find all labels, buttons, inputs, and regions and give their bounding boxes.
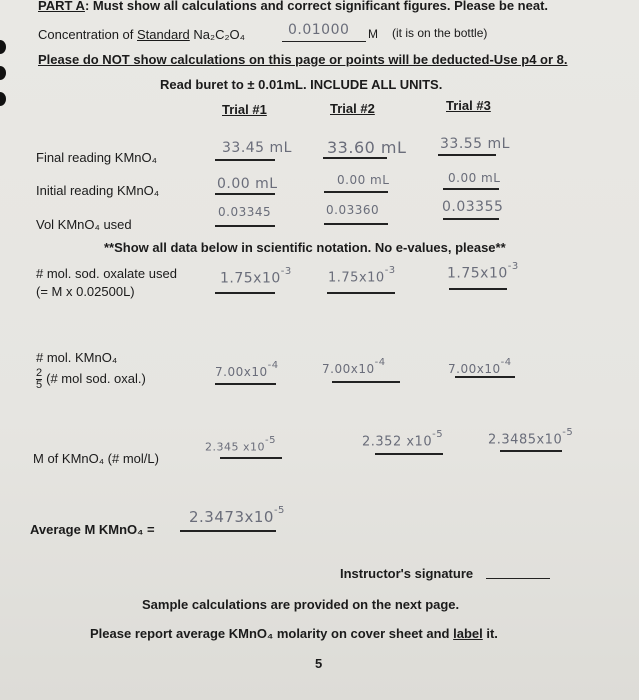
answer-line [180,530,276,532]
instructor-signature-label: Instructor's signature [340,566,474,581]
binder-hole [0,92,6,106]
mol-kmno4-trial-2 [322,357,386,376]
buret-note: Read buret to ± 0.01mL. INCLUDE ALL UNITS. [160,77,443,92]
final-reading-trial-2: 33.60 mL [327,138,407,157]
vol-used-label: Vol KMnO₄ used [36,217,132,232]
numerator: 2 [36,367,43,379]
bottle-note: (it is on the bottle) [392,26,488,40]
mantissa: 1.75x10 [220,270,281,287]
final-reading-trial-3: 33.55 mL [440,136,510,152]
mol-oxalate-trial-1 [220,266,292,287]
answer-line [500,450,562,452]
final-reading-label: Final reading KMnO₄ [36,150,157,165]
mantissa: 2.3473x10 [189,508,274,526]
average-value [189,505,285,526]
mol-oxalate-trial-2 [328,265,396,286]
mantissa: 7.00x10 [448,362,501,376]
initial-reading-label: Initial reading KMnO₄ [36,183,160,198]
mol-kmno4-trial-1 [215,360,279,379]
concentration-value: 0.01000 [288,22,350,38]
answer-line [438,154,496,156]
report-note [90,626,498,641]
mantissa: 2.345 x10 [205,440,265,454]
page-number: 5 [315,656,323,671]
denominator: 5 [36,379,43,391]
exponent: -3 [507,261,519,272]
exponent: -5 [273,505,285,516]
trial-3-header: Trial #3 [446,98,491,113]
mol-kmno4-sublabel-row [36,368,146,391]
answer-line [215,383,276,385]
answer-line [282,41,366,42]
exponent: -4 [500,357,512,368]
answer-line [324,223,388,225]
warning-text: Please do NOT show calculations on this page or points will be deducted-Use p4 or 8. [38,52,568,67]
answer-line [332,381,400,383]
answer-line [215,159,275,161]
average-label: Average M KMnO₄ = [30,522,155,537]
mantissa: 1.75x10 [447,265,508,282]
binder-hole [0,40,6,54]
molarity-trial-2 [362,429,444,450]
mantissa: 1.75x10 [328,270,385,286]
exponent: -5 [562,427,574,438]
answer-line [455,376,515,378]
mol-oxalate-sublabel: (= M x 0.02500L) [36,284,135,299]
answer-line [443,188,499,190]
answer-line [215,225,275,227]
initial-reading-trial-2: 0.00 mL [337,173,390,187]
answer-line [449,288,507,290]
answer-line [324,191,388,193]
report-post: it. [482,626,498,641]
exponent: -4 [267,360,279,371]
mantissa: 2.352 x10 [362,434,433,450]
instructions: : Must show all calculations and correct significant figures. Please be neat. [84,0,549,13]
trial-1-header: Trial #1 [222,102,267,117]
concentration-unit: M [368,27,378,41]
answer-line [327,292,395,294]
report-label-word: label [453,626,483,641]
initial-reading-trial-3: 0.00 mL [448,171,501,185]
standard-word: Standard [137,27,190,42]
answer-line [375,453,443,455]
exponent: -3 [384,265,396,276]
exponent: -3 [280,266,292,277]
answer-line [323,157,387,159]
mantissa: 7.00x10 [215,365,268,379]
trial-2-header: Trial #2 [330,101,375,116]
two-fifths-fraction [36,368,42,391]
signature-line [486,578,550,579]
sample-calculations-note: Sample calculations are provided on the next page. [142,597,460,612]
report-pre: Please report average KMnO₄ molarity on cover sheet and [90,626,454,641]
answer-line [215,292,275,294]
answer-line [215,193,275,195]
part-a-heading [38,0,548,13]
molarity-trial-1 [205,435,276,454]
part-label: PART A [38,0,85,13]
mol-kmno4-trial-3 [448,357,512,376]
vol-used-trial-1: 0.03345 [218,205,272,219]
answer-line [443,218,499,220]
molarity-label: M of KMnO₄ (# mol/L) [33,451,159,466]
exponent: -5 [432,429,444,440]
mantissa: 2.3485x10 [488,432,563,448]
vol-used-trial-3: 0.03355 [442,199,504,215]
vol-used-trial-2: 0.03360 [326,203,380,217]
initial-reading-trial-1: 0.00 mL [217,176,278,192]
mol-kmno4-sublabel: (# mol sod. oxal.) [46,370,146,386]
final-reading-trial-1: 33.45 mL [222,140,292,156]
scientific-notation-note: **Show all data below in scientific notation. No e-values, please** [104,240,506,255]
binder-hole [0,66,6,80]
compound: Na₂C₂O₄ [193,27,245,42]
answer-line [220,457,282,459]
mol-oxalate-trial-3 [447,261,519,282]
molarity-trial-3 [488,427,574,448]
mantissa: 7.00x10 [322,362,375,376]
concentration-row [38,27,245,42]
exponent: -5 [265,435,276,446]
mol-kmno4-label: # mol. KMnO₄ [36,350,118,365]
concentration-label: Concentration of [38,27,138,42]
exponent: -4 [374,357,386,368]
mol-oxalate-label: # mol. sod. oxalate used [36,266,177,281]
